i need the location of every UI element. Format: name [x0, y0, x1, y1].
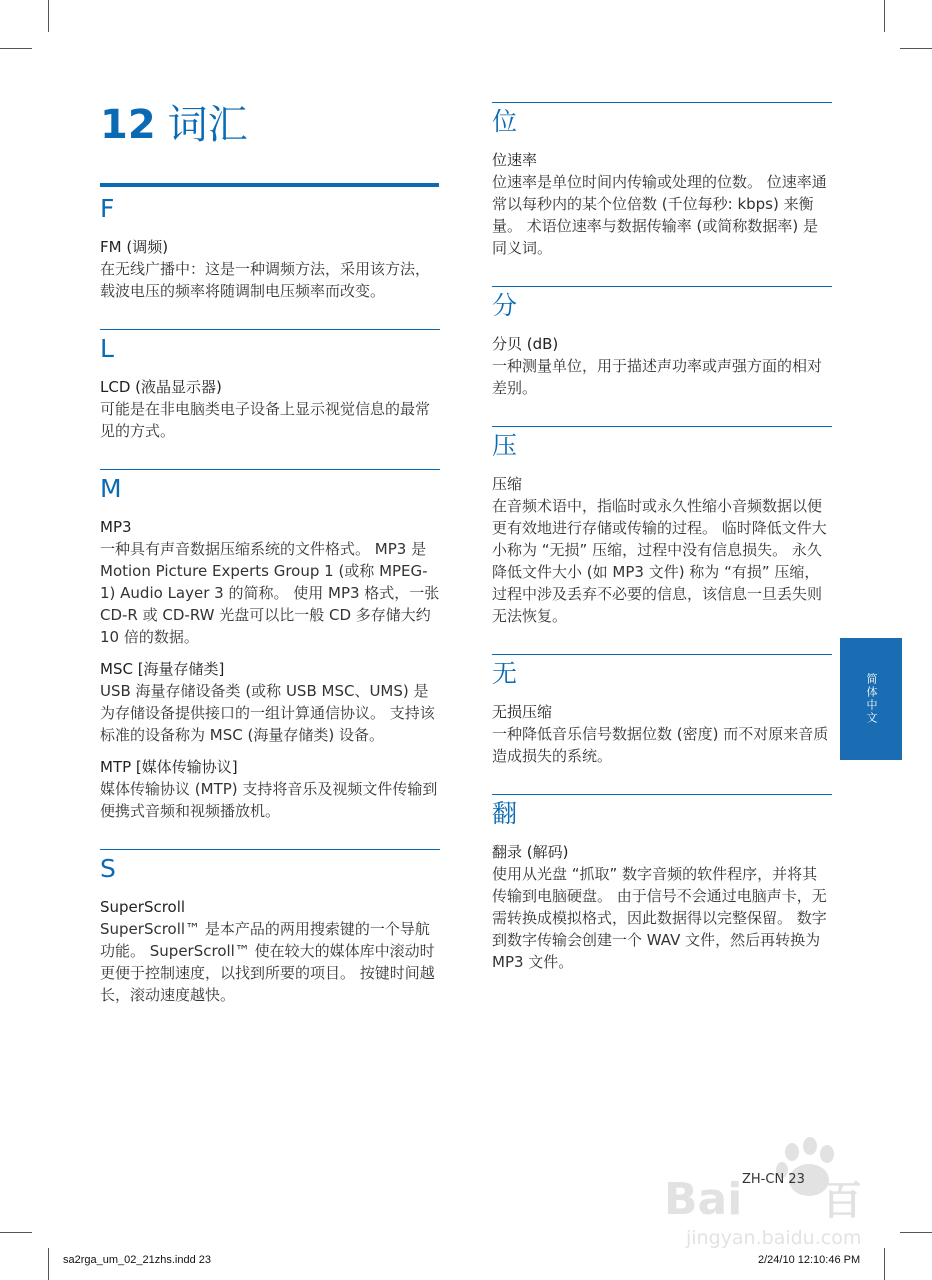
entry-definition: 一种降低音乐信号数据位数 (密度) 而不对原来音质造成损失的系统。 — [492, 725, 829, 765]
entry-definition: 媒体传输协议 (MTP) 支持将音乐及视频文件传输到便携式音频和视频播放机。 — [100, 780, 438, 820]
section-m — [100, 469, 440, 822]
glossary-entry — [492, 841, 832, 973]
crop-mark — [0, 48, 32, 49]
language-tab-label: 简体中文 — [865, 673, 878, 725]
watermark-brand-cn: 百 — [822, 1178, 862, 1224]
entry-definition: 使用从光盘 “抓取” 数字音频的软件程序，并将其传输到电脑硬盘。 由于信号不会通过电脑声卡，无需转换成模拟格式，因此数据得以完整保留。 数字到数字传输会创建一个 WAV 文件，然后再转换为 MP3 文件。 — [492, 865, 827, 971]
glossary-entry — [492, 701, 832, 767]
entry-definition: 一种具有声音数据压缩系统的文件格式。 MP3 是 Motion Picture Experts Group 1 (或称 MPEG-1) Audio Layer 3 的简称。 使用 MP3 格式，一张 CD-R 或 CD-RW 光盘可以比一般 CD 多存储大约 10 倍的数据。 — [100, 540, 440, 646]
section-s — [100, 849, 440, 1006]
entry-term: 分贝 (dB) — [492, 335, 559, 353]
baidu-watermark-logo — [664, 1132, 882, 1250]
glossary-entry — [100, 896, 440, 1006]
watermark-site: jingyan.baidu.com — [686, 1227, 862, 1249]
section-letter: L — [100, 334, 114, 363]
left-column — [100, 190, 440, 1033]
chapter-rule — [100, 183, 439, 187]
section-wei — [492, 102, 832, 259]
entry-term: 位速率 — [492, 151, 538, 169]
section-wu — [492, 654, 832, 767]
section-letter: M — [100, 474, 122, 503]
entry-definition: 位速率是单位时间内传输或处理的位数。 位速率通常以每秒内的某个位倍数 (千位每秒: kbps) 来衡量。 术语位速率与数据传输率 (或简称数据率) 是同义词。 — [492, 173, 827, 257]
entry-term: 压缩 — [492, 475, 523, 493]
entry-term: 翻录 (解码) — [492, 843, 569, 861]
footer-filename: sa2rga_um_02_21zhs.indd 23 — [63, 1254, 212, 1266]
chapter-number: 12 — [100, 102, 156, 148]
entry-definition: USB 海量存储设备类 (或称 USB MSC、UMS) 是为存储设备提供接口的一组计算通信协议。 支持该标准的设备称为 MSC (海量存储类) 设备。 — [100, 682, 435, 744]
glossary-entry — [492, 149, 832, 259]
section-f — [100, 194, 440, 302]
entry-term: MSC [海量存储类] — [100, 660, 225, 678]
entry-term: 无损压缩 — [492, 703, 553, 721]
section-l — [100, 329, 440, 442]
page-number: ZH-CN 23 — [742, 1172, 805, 1187]
crop-mark — [0, 1232, 32, 1233]
glossary-entry — [100, 236, 440, 302]
crop-mark — [900, 48, 932, 49]
entry-definition: SuperScroll™ 是本产品的两用搜索键的一个导航功能。 SuperScroll™ 使在较大的媒体库中滚动时更便于控制速度，以找到所要的项目。 按键时间越长，滚动速度越快。 — [100, 920, 435, 1004]
section-letter: S — [100, 854, 116, 883]
glossary-entry — [100, 516, 440, 648]
right-column — [492, 102, 832, 1000]
language-tab — [840, 638, 902, 760]
section-fen — [492, 286, 832, 399]
entry-definition: 可能是在非电脑类电子设备上显示视觉信息的最常见的方式。 — [100, 400, 431, 440]
footer-timestamp: 2/24/10 12:10:46 PM — [758, 1254, 861, 1266]
glossary-entry — [492, 333, 832, 399]
entry-term: LCD (液晶显示器) — [100, 378, 222, 396]
crop-mark — [48, 0, 49, 32]
section-letter: 位 — [492, 107, 518, 136]
entry-definition: 在无线广播中：这是一种调频方法，采用该方法，载波电压的频率将随调制电压频率而改变。 — [100, 260, 431, 300]
section-letter: 分 — [492, 291, 518, 320]
chapter-title — [100, 100, 248, 150]
section-letter: F — [100, 194, 115, 223]
entry-term: MP3 — [100, 518, 132, 536]
glossary-entry — [100, 658, 440, 746]
section-letter: 压 — [492, 431, 518, 460]
entry-term: SuperScroll — [100, 898, 186, 916]
crop-mark — [884, 0, 885, 32]
entry-definition: 在音频术语中，指临时或永久性缩小音频数据以便更有效地进行存储或传输的过程。 临时降低文件大小称为 “无损” 压缩，过程中没有信息损失。 永久降低文件大小 (如 MP3 文件) 称为 “有损” 压缩，过程中涉及丢弃不必要的信息，该信息一旦丢失则无法恢复。 — [492, 497, 827, 625]
watermark-brand: Bai — [664, 1174, 743, 1225]
section-fan — [492, 794, 832, 973]
crop-mark — [48, 1248, 49, 1280]
crop-mark — [900, 1232, 932, 1233]
entry-term: MTP [媒体传输协议] — [100, 758, 238, 776]
chapter-name: 词汇 — [167, 102, 248, 148]
entry-term: FM (调频) — [100, 238, 169, 256]
entry-definition: 一种测量单位，用于描述声功率或声强方面的相对差别。 — [492, 357, 823, 397]
section-letter: 翻 — [492, 799, 518, 828]
crop-mark — [884, 1248, 885, 1280]
section-letter: 无 — [492, 659, 518, 688]
section-ya — [492, 426, 832, 627]
glossary-entry — [492, 473, 832, 627]
glossary-entry — [100, 376, 440, 442]
glossary-entry — [100, 756, 440, 822]
